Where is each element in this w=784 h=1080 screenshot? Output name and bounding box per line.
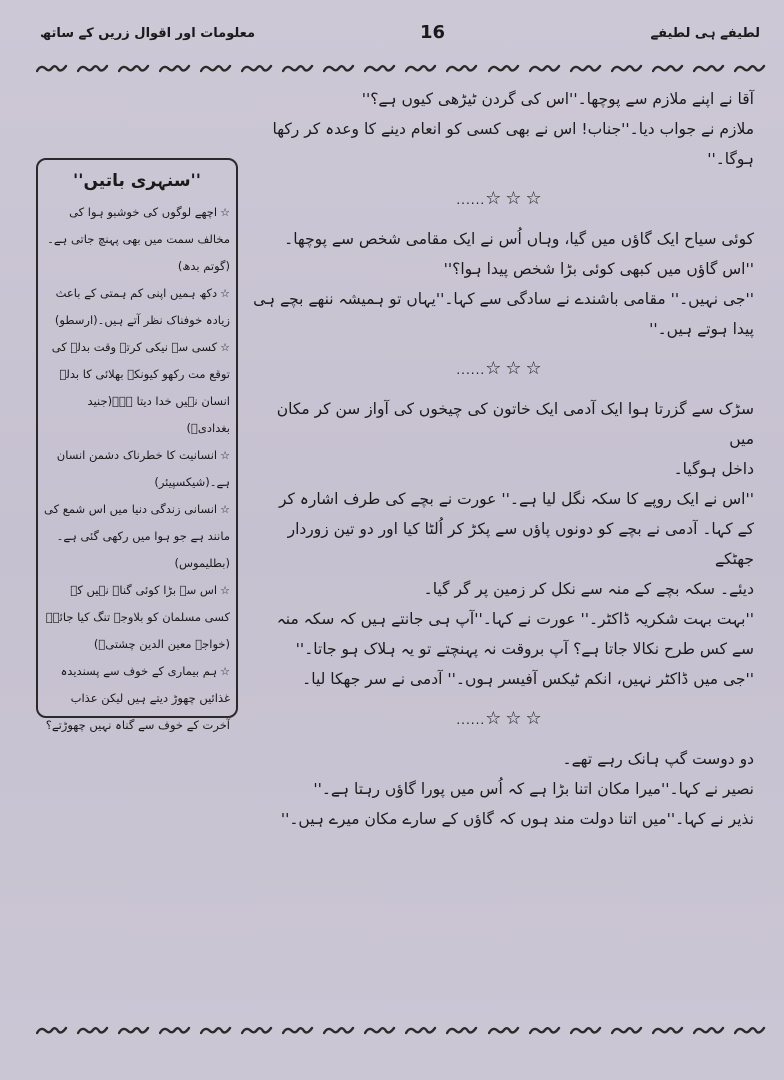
joke-block <box>248 84 754 174</box>
swirl-ornament-icon <box>693 1021 725 1032</box>
top-ornament-border <box>36 54 766 74</box>
joke-line: ''جی نہیں۔'' مقامی باشندے نے سادگی سے کہا۔''یہاں تو ہمیشہ ننھے بچے ہی <box>253 290 754 308</box>
swirl-ornament-icon <box>652 1021 684 1032</box>
sidebar-item: ☆اچھے لوگوں کی خوشبو ہوا کی مخالف سمت میں بھی پہنچ جاتی ہے۔(گوتم بدھ) <box>47 205 230 273</box>
joke-line: ہوگا۔'' <box>707 150 754 168</box>
swirl-ornament-icon <box>693 59 725 70</box>
swirl-ornament-icon <box>118 1021 150 1032</box>
swirl-ornament-icon <box>77 59 109 70</box>
header-left-title: معلومات اور اقوال زریں کے ساتھ <box>40 26 256 41</box>
swirl-ornament-icon <box>241 1021 273 1032</box>
joke-block <box>248 224 754 344</box>
swirl-ornament-icon <box>446 59 478 70</box>
bottom-ornament-border <box>36 1016 766 1036</box>
sidebar-item: ☆ہم بیماری کے خوف سے پسندیدہ غذائیں چھوڑ دیتے ہیں لیکن عذاب آخرت کے خوف سے گناہ نہیں چھوڑتے؟ <box>45 664 230 732</box>
header-right-title: لطیفے ہی لطیفے <box>650 26 760 41</box>
swirl-ornament-icon <box>200 59 232 70</box>
page-header <box>40 22 760 50</box>
swirl-ornament-icon <box>282 1021 314 1032</box>
joke-line: ''اس گاؤں میں کبھی کوئی بڑا شخص پیدا ہوا؟'' <box>443 260 754 278</box>
joke-line: دیئے۔ سکہ بچے کے منہ سے نکل کر زمین پر گر گیا۔ <box>423 580 754 598</box>
joke-line: سے کس طرح نکالا جاتا ہے؟ آپ بروقت نہ پہنچتے تو یہ ہلاک ہو جاتا۔'' <box>295 640 754 658</box>
swirl-ornament-icon <box>611 1021 643 1032</box>
golden-sayings-box <box>36 158 238 732</box>
swirl-ornament-icon <box>77 1021 109 1032</box>
sidebar-item: ☆دکھ ہمیں اپنی کم ہمتی کے باعث زیادہ خوفناک نظر آتے ہیں۔(ارسطو) <box>54 286 230 327</box>
joke-line: داخل ہوگیا۔ <box>673 460 754 478</box>
stars-icon: ☆☆☆ <box>485 188 546 209</box>
swirl-ornament-icon <box>405 59 437 70</box>
page-number: 16 <box>420 22 446 43</box>
swirl-ornament-icon <box>652 59 684 70</box>
swirl-ornament-icon <box>323 1021 355 1032</box>
swirl-ornament-icon <box>36 59 68 70</box>
joke-line: سڑک سے گزرتا ہوا ایک آدمی ایک خاتون کی چیخوں کی آواز سن کر مکان میں <box>276 400 754 448</box>
joke-line: ''اس نے ایک روپے کا سکہ نگل لیا ہے۔'' عورت نے بچے کی طرف اشارہ کر <box>278 490 754 508</box>
star-icon: ☆ <box>220 287 230 300</box>
swirl-ornament-icon <box>159 59 191 70</box>
swirl-ornament-icon <box>611 59 643 70</box>
swirl-ornament-icon <box>241 59 273 70</box>
swirl-ornament-icon <box>446 1021 478 1032</box>
swirl-ornament-icon <box>734 1021 766 1032</box>
sidebar-item: ☆کسی سے نیکی کرتے وقت بدلے کی توقع مت رکھو کیونکہ بھلائی کا بدلہ انسان نہیں خدا دیتا ہے۔(جنید بغدادیؒ) <box>51 340 230 435</box>
star-icon: ☆ <box>220 584 230 597</box>
swirl-ornament-icon <box>364 1021 396 1032</box>
joke-line: دو دوست گپ ہانک رہے تھے۔ <box>562 750 754 768</box>
swirl-ornament-icon <box>734 59 766 70</box>
star-icon: ☆ <box>220 503 230 516</box>
swirl-ornament-icon <box>36 1021 68 1032</box>
swirl-ornament-icon <box>323 59 355 70</box>
joke-line: نصیر نے کہا۔''میرا مکان اتنا بڑا ہے کہ اُس میں پورا گاؤں رہتا ہے۔'' <box>313 780 754 798</box>
joke-line: کوئی سیاح ایک گاؤں میں گیا، وہاں اُس نے ایک مقامی شخص سے پوچھا۔ <box>284 230 754 248</box>
star-separator: ......☆☆☆ <box>456 188 546 209</box>
joke-line: ''بہت بہت شکریہ ڈاکٹر۔'' عورت نے کہا۔''آپ ہی جانتے ہیں کہ سکہ منہ <box>276 610 754 628</box>
swirl-ornament-icon <box>405 1021 437 1032</box>
joke-block <box>248 744 754 834</box>
joke-line: پیدا ہوتے ہیں۔'' <box>649 320 754 338</box>
star-icon: ☆ <box>220 206 230 219</box>
joke-line: آقا نے اپنے ملازم سے پوچھا۔''اس کی گردن ٹیڑھی کیوں ہے؟'' <box>361 90 754 108</box>
stars-icon: ☆☆☆ <box>485 358 546 379</box>
sidebar-item: ☆انسانی زندگی دنیا میں اس شمع کی مانند ہے جو ہوا میں رکھی گئی ہے۔(بطلیموس) <box>44 502 230 570</box>
swirl-ornament-icon <box>570 59 602 70</box>
stars-icon: ☆☆☆ <box>485 708 546 729</box>
swirl-ornament-icon <box>529 59 561 70</box>
swirl-ornament-icon <box>364 59 396 70</box>
golden-sayings-title: ''سنہری باتیں'' <box>73 171 201 191</box>
swirl-ornament-icon <box>570 1021 602 1032</box>
swirl-ornament-icon <box>488 59 520 70</box>
swirl-ornament-icon <box>118 59 150 70</box>
joke-line: ''جی میں ڈاکٹر نہیں، انکم ٹیکس آفیسر ہوں۔'' آدمی نے سر جھکا لیا۔ <box>302 670 754 688</box>
star-separator: ......☆☆☆ <box>456 708 546 729</box>
star-icon: ☆ <box>220 449 230 462</box>
swirl-ornament-icon <box>529 1021 561 1032</box>
sidebar-item: ☆انسانیت کا خطرناک دشمن انسان ہے۔(شیکسپیئر) <box>56 448 230 489</box>
joke-line: ملازم نے جواب دیا۔''جناب! اس نے بھی کسی کو انعام دینے کا وعدہ کر رکھا <box>272 120 754 138</box>
joke-line: نذیر نے کہا۔''میں اتنا دولت مند ہوں کہ گاؤں کے سارے مکان میرے ہیں۔'' <box>280 810 754 828</box>
joke-line: کے کہا۔ آدمی نے بچے کو دونوں پاؤں سے پکڑ کر اُلٹا کیا اور دو تین زوردار جھٹکے <box>287 520 754 568</box>
star-separator: ......☆☆☆ <box>456 358 546 379</box>
star-icon: ☆ <box>220 665 230 678</box>
joke-block <box>248 394 754 694</box>
star-icon: ☆ <box>220 341 230 354</box>
swirl-ornament-icon <box>159 1021 191 1032</box>
jokes-column <box>248 84 754 834</box>
swirl-ornament-icon <box>488 1021 520 1032</box>
swirl-ornament-icon <box>282 59 314 70</box>
sidebar-item: ☆اس سے بڑا کوئی گناہ نہیں کہ کسی مسلمان کو بلاوجہ تنگ کیا جائے۔(خواجہ معین الدین چشتیؒ) <box>45 583 230 651</box>
swirl-ornament-icon <box>200 1021 232 1032</box>
